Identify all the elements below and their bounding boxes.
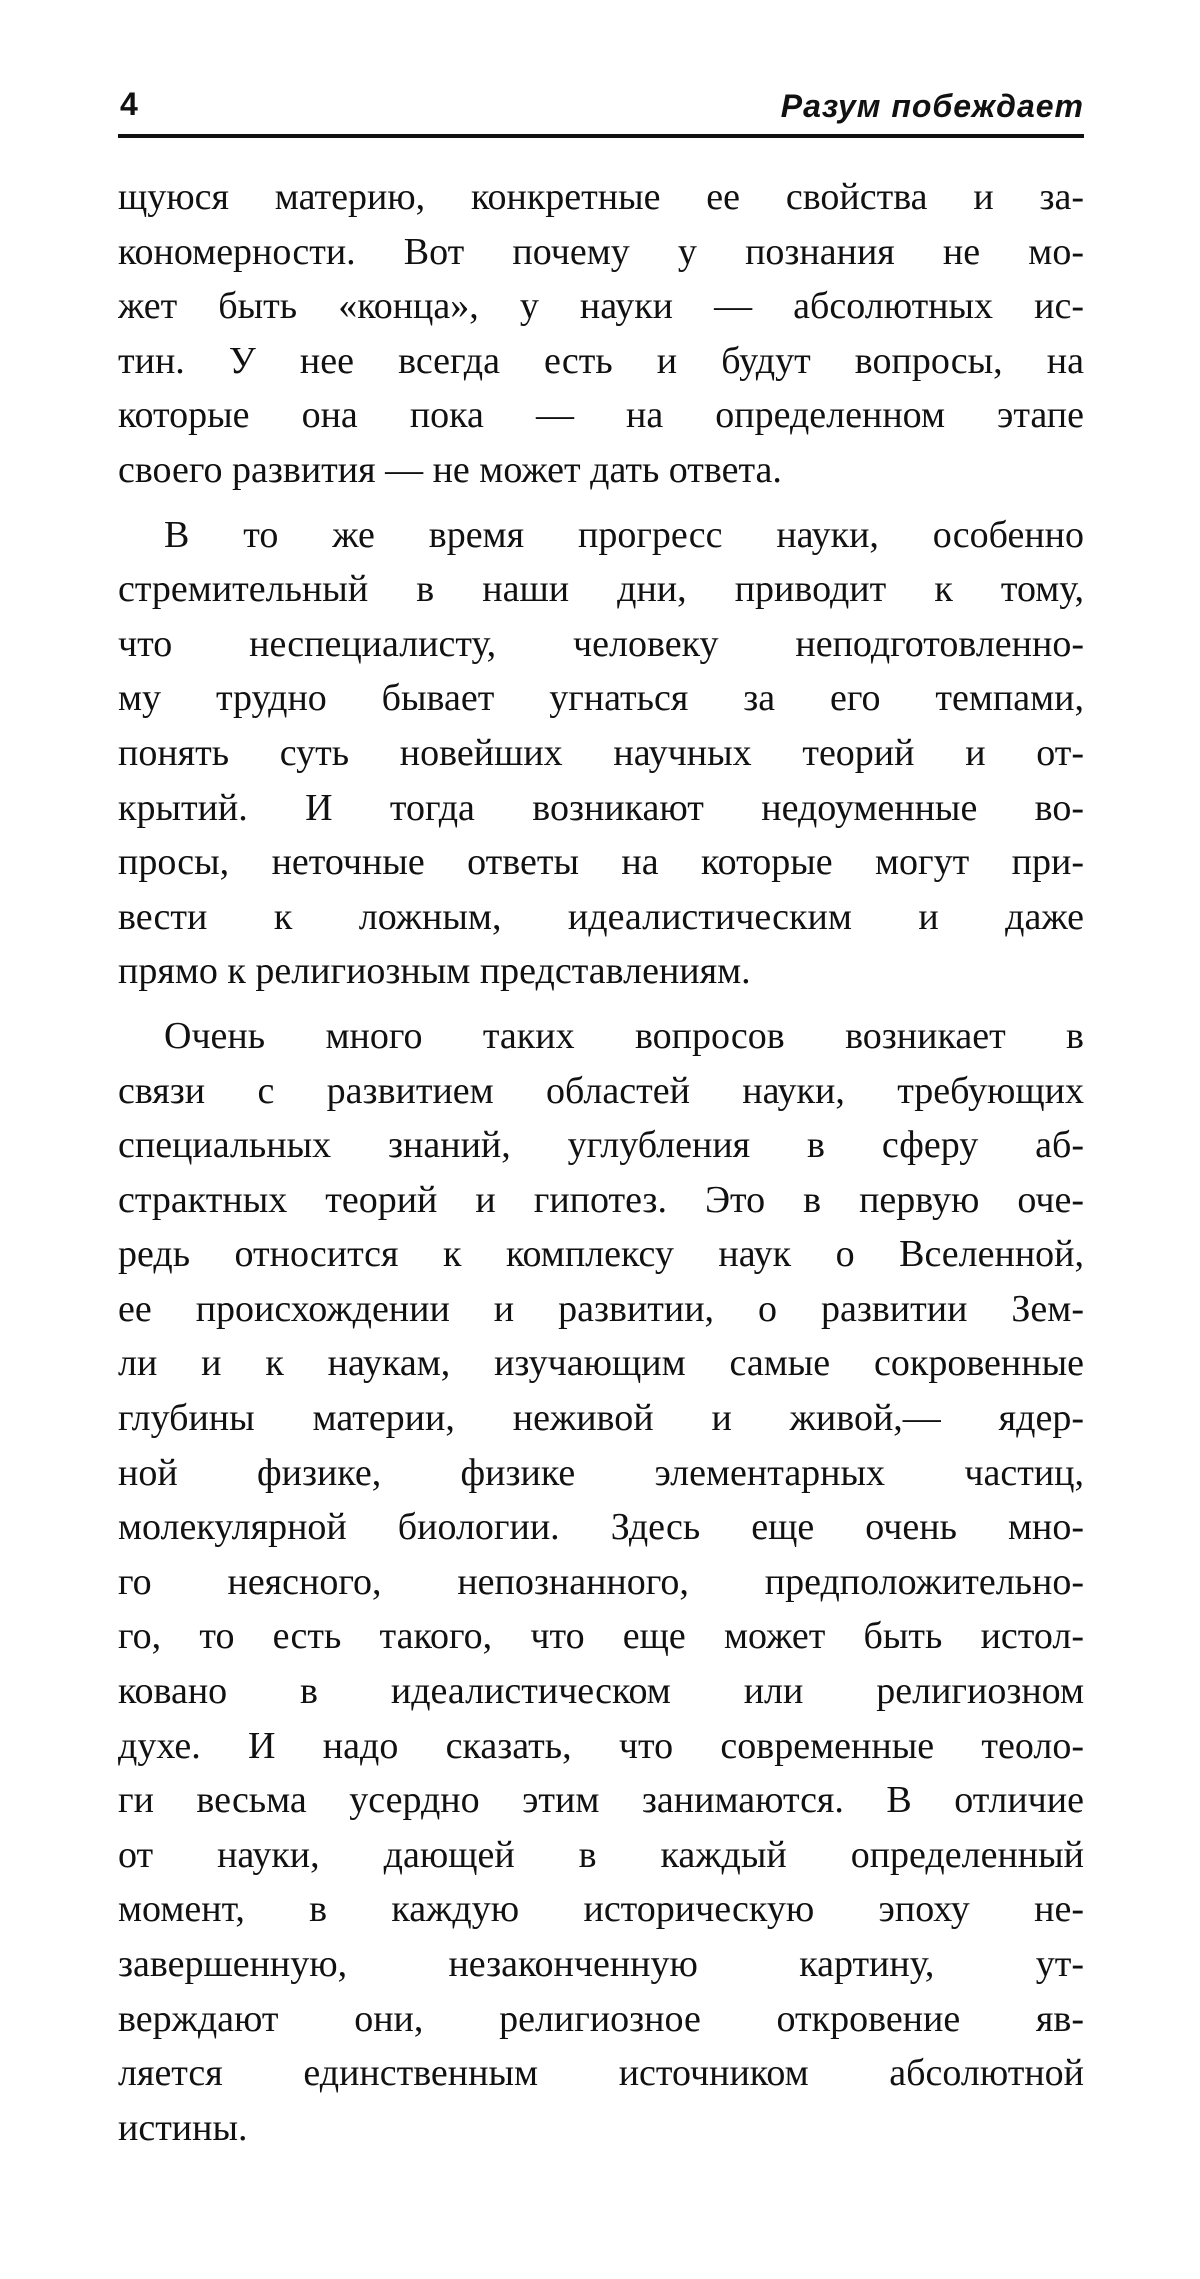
text-line: ее происхождении и развитии, о развитии Зем-	[118, 1287, 1084, 1330]
text-line: что неспециалисту, человеку неподготовленно-	[118, 622, 1084, 665]
text-line: момент, в каждую историческую эпоху не-	[118, 1888, 1084, 1931]
book-page	[118, 82, 1084, 2155]
text-line: молекулярной биологии. Здесь еще очень мно-	[118, 1506, 1084, 1549]
text-line: прямо к религиозным представлениям.	[118, 950, 751, 993]
text-line: ляется единственным источником абсолютной	[118, 2052, 1084, 2095]
paragraph-3	[118, 1009, 1084, 2155]
text-line: связи с развитием областей науки, требующих	[118, 1069, 1084, 1112]
text-line: го, то есть такого, что еще может быть истол-	[118, 1615, 1084, 1658]
running-header	[118, 82, 1084, 138]
paragraph-2	[118, 508, 1084, 999]
body-text	[118, 170, 1084, 2155]
text-line: вести к ложным, идеалистическим и даже	[118, 895, 1084, 938]
text-line: ги весьма усердно этим занимаются. В отличие	[118, 1779, 1084, 1822]
text-line: го неясного, непознанного, предположительно-	[118, 1560, 1084, 1603]
text-line: завершенную, незаконченную картину, ут-	[118, 1943, 1084, 1985]
text-line: ли и к наукам, изучающим самые сокровенные	[118, 1342, 1084, 1385]
text-line: кономерности. Вот почему у познания не мо-	[118, 230, 1084, 273]
text-line: истины.	[118, 2106, 248, 2149]
text-line: В то же время прогресс науки, особенно	[164, 513, 1084, 556]
text-line: стремительный в наши дни, приводит к тому,	[118, 568, 1084, 611]
text-line: от науки, дающей в каждый определенный	[118, 1833, 1084, 1876]
text-line: жет быть «конца», у науки — абсолютных ис-	[118, 285, 1084, 328]
text-line: Очень много таких вопросов возникает в	[164, 1014, 1084, 1057]
text-line: верждают они, религиозное откровение яв-	[118, 1997, 1084, 2040]
running-title: Разум побеждает	[780, 88, 1084, 124]
text-line: ной физике, физике элементарных частиц,	[118, 1451, 1084, 1494]
text-line: ковано в идеалистическом или религиозном	[118, 1670, 1084, 1713]
text-line: страктных теорий и гипотез. Это в первую оче-	[118, 1178, 1084, 1221]
text-line: которые она пока — на определенном этапе	[118, 394, 1084, 437]
text-line: своего развития — не может дать ответа.	[118, 448, 782, 491]
text-line: глубины материи, неживой и живой,— ядер-	[118, 1397, 1084, 1440]
text-line: специальных знаний, углубления в сферу аб-	[118, 1124, 1084, 1167]
text-line: крытий. И тогда возникают недоуменные во-	[118, 786, 1084, 829]
page-number: 4	[120, 86, 138, 122]
text-line: щуюся материю, конкретные ее свойства и за-	[118, 176, 1084, 218]
text-line: му трудно бывает угнаться за его темпами,	[118, 677, 1084, 720]
text-line: тин. У нее всегда есть и будут вопросы, на	[118, 339, 1084, 382]
text-line: просы, неточные ответы на которые могут при-	[118, 841, 1084, 884]
text-line: духе. И надо сказать, что современные теоло-	[118, 1724, 1084, 1767]
paragraph-1	[118, 170, 1084, 498]
text-line: понять суть новейших научных теорий и от-	[118, 731, 1084, 774]
text-line: редь относится к комплексу наук о Вселенной,	[118, 1233, 1084, 1276]
